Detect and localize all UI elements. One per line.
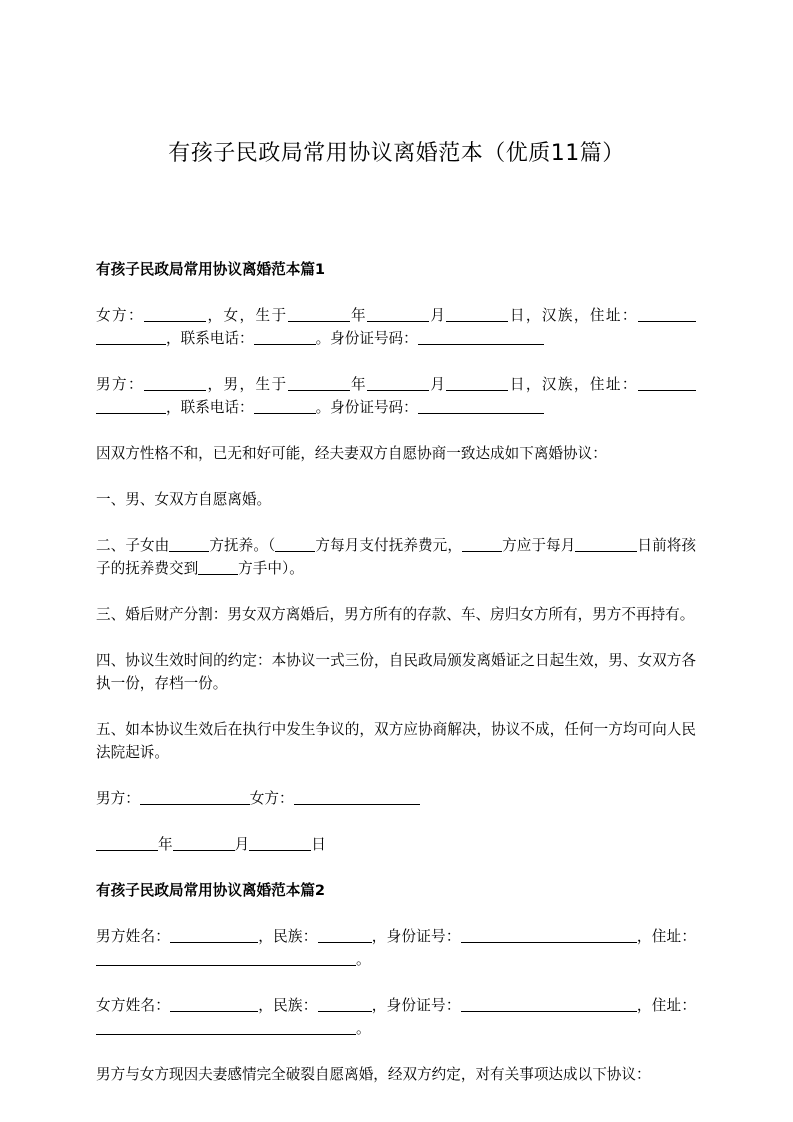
blank-field bbox=[254, 329, 316, 345]
blank-field bbox=[318, 927, 372, 943]
blank-field bbox=[249, 835, 311, 851]
blank-field bbox=[96, 1019, 356, 1035]
blank-field bbox=[446, 306, 508, 322]
blank-field bbox=[367, 375, 429, 391]
blank-field bbox=[638, 375, 696, 391]
blank-field bbox=[96, 835, 158, 851]
date-line: 年 月 日 bbox=[96, 833, 696, 856]
female-party-info: 女方： ，女，生于 年 月 日，汉族，住址：，联系电话： 。身份证号码： bbox=[96, 304, 696, 350]
blank-field bbox=[254, 398, 316, 414]
agreement-intro-2: 男方与女方现因夫妻感情完全破裂自愿离婚，经双方约定，对有关事项达成以下协议： bbox=[96, 1066, 651, 1083]
blank-field bbox=[638, 306, 696, 322]
male-party-info: 男方： ，男，生于 年 月 日，汉族，住址：，联系电话： 。身份证号码： bbox=[96, 373, 696, 419]
blank-field bbox=[96, 398, 166, 414]
blank-field bbox=[96, 950, 356, 966]
section-1-heading: 有孩子民政局常用协议离婚范本篇1 bbox=[96, 261, 326, 278]
document-title: 有孩子民政局常用协议离婚范本（优质11篇） bbox=[168, 141, 625, 166]
blank-field bbox=[418, 329, 544, 345]
male-party-info-2: 男方姓名： ，民族： ，身份证号： ，住址：。 bbox=[96, 928, 696, 968]
blank-field bbox=[198, 559, 238, 575]
blank-field bbox=[575, 536, 637, 552]
blank-field bbox=[170, 996, 258, 1012]
signature-blank bbox=[294, 789, 420, 805]
blank-field bbox=[288, 306, 350, 322]
blank-field bbox=[418, 398, 544, 414]
blank-field bbox=[170, 927, 258, 943]
document-body bbox=[96, 258, 696, 1109]
blank-field bbox=[144, 375, 206, 391]
clause-2: 二、子女由 方抚养。（ 方每月支付抚养费元， 方应于每月 日前将孩子的抚养费交到 方手中）。 bbox=[96, 537, 696, 577]
blank-field bbox=[169, 536, 209, 552]
clause-5: 五、如本协议生效后在执行中发生争议的，双方应协商解决，协议不成，任何一方均可向人民法院起诉。 bbox=[96, 721, 696, 761]
blank-field bbox=[367, 306, 429, 322]
clause-4: 四、协议生效时间的约定：本协议一式三份，自民政局颁发离婚证之日起生效，男、女双方各执一份，存档一份。 bbox=[96, 652, 696, 692]
blank-field bbox=[461, 927, 637, 943]
agreement-intro: 因双方性格不和，已无和好可能，经夫妻双方自愿协商一致达成如下离婚协议： bbox=[96, 445, 607, 462]
section-2-heading: 有孩子民政局常用协议离婚范本篇2 bbox=[96, 882, 326, 899]
clause-1: 一、男、女双方自愿离婚。 bbox=[96, 491, 272, 508]
blank-field bbox=[318, 996, 372, 1012]
female-party-info-2: 女方姓名： ，民族： ，身份证号： ，住址：。 bbox=[96, 997, 696, 1037]
signature-blank bbox=[140, 789, 250, 805]
blank-field bbox=[173, 835, 235, 851]
blank-field bbox=[275, 536, 315, 552]
blank-field bbox=[461, 996, 637, 1012]
blank-field bbox=[462, 536, 502, 552]
blank-field bbox=[96, 329, 166, 345]
signature-line: 男方： 女方： bbox=[96, 787, 696, 810]
blank-field bbox=[144, 306, 206, 322]
blank-field bbox=[288, 375, 350, 391]
clause-3: 三、婚后财产分割：男女双方离婚后，男方所有的存款、车、房归女方所有，男方不再持有。 bbox=[96, 606, 695, 623]
blank-field bbox=[446, 375, 508, 391]
